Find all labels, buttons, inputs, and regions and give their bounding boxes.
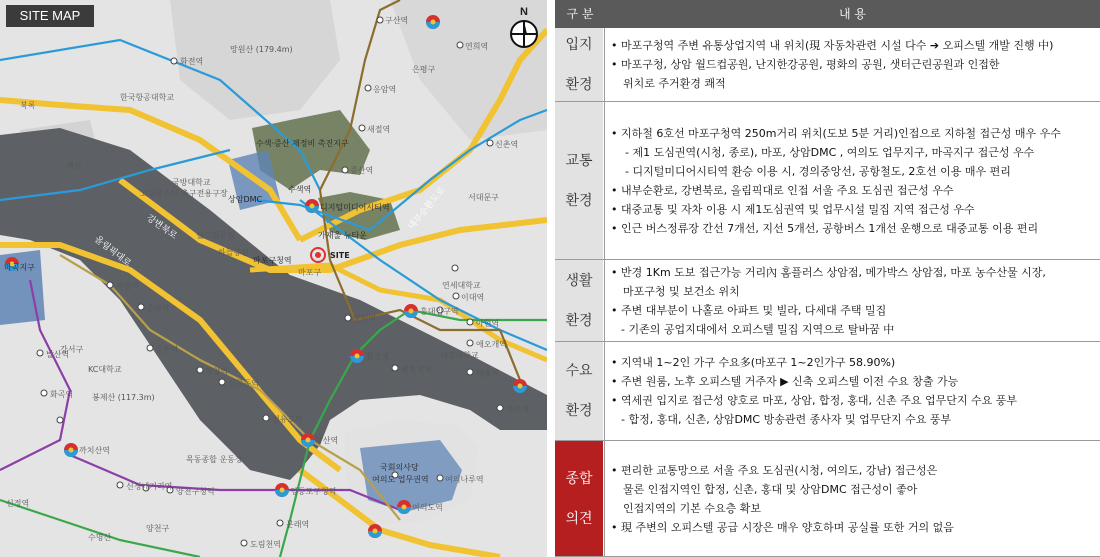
compass-icon [508, 18, 540, 50]
station-label: 신목동역 [228, 379, 259, 388]
content-line: • 역세권 입지로 접근성 양호로 마포, 상암, 합정, 홍대, 신촌 주요 업무단지 수요 풍부 [611, 394, 1017, 407]
zone-label-yeouido: 여의도 업무권역 [372, 475, 429, 484]
row-content [605, 260, 1100, 341]
content-line: • 주변 대부분이 나홀로 아파트 및 빌라, 다세대 주택 밀집 [611, 303, 887, 317]
row-content [605, 441, 1100, 556]
content-line: - 디지털미디어시티역 환승 이용 시, 경의중앙선, 공항철도, 2호선 이용 매우 편리 [625, 164, 1011, 178]
table-row [555, 441, 1100, 557]
station-label: 문래역 [286, 520, 310, 529]
station-label: 증산역 [350, 166, 374, 175]
station-label: 디지털미디어시티역 [320, 203, 390, 212]
site-map [0, 0, 547, 557]
place-label: 강서구 [60, 345, 84, 354]
zone-label-susaek: 수색·증산 재정비 촉진지구 [256, 139, 349, 148]
svg-text:내부순환도로: 내부순환도로 [406, 185, 448, 232]
content-line: - 제1 도심권역(시청, 종로), 마포, 상암DMC , 여의도 업무지구, 마곡지구 접근성 우수 [625, 145, 1035, 159]
station-label: 여의나루역 [445, 475, 484, 484]
category-text: 환경 [565, 403, 593, 419]
station-label: 연희역 [465, 42, 489, 51]
category-text: 환경 [565, 312, 593, 329]
content-line: 위치로 주거환경 쾌적 [623, 77, 726, 90]
row-content [605, 342, 1100, 440]
place-label: 연세대학교 [442, 281, 481, 290]
content-line: • 주변 원룸, 노후 오피스텔 거주자 ▶ 신축 오피스텔 이전 수요 창출 가능 [611, 375, 959, 388]
content-line: • 편리한 교통망으로 서울 주요 도심권(시청, 여의도, 강남) 접근성은 [611, 463, 938, 477]
station-label: 화곡역 [50, 390, 74, 399]
table-row [555, 102, 1100, 260]
zone-label-gajaeul: 가재울 뉴타운 [318, 231, 367, 240]
content-line: - 합정, 홍대, 신촌, 상암DMC 방송관련 종사자 및 업무단지 수요 풍부 [621, 413, 952, 426]
compass [508, 6, 540, 50]
site-marker [311, 248, 325, 262]
station-label: 수색역 [288, 185, 312, 194]
content-line: • 대중교통 및 자차 이용 시 제1도심권역 및 업무시설 밀집 지역 접근성 우수 [611, 202, 975, 216]
content-line: • 마포구청역 주변 유통상업지역 내 위치(現 자동차관련 시설 다수 ➔ 오피스텔 개발 진행 中) [611, 39, 1054, 52]
content-line: - 기존의 공업지대에서 오피스텔 밀집 지역으로 탈바꿈 中 [621, 322, 895, 336]
station-label: 망원역 [353, 314, 377, 323]
place-label: 마포구 [298, 268, 322, 277]
table-row [555, 28, 1100, 102]
category-text: 의견 [565, 510, 593, 527]
place-label: 서강대학교 [440, 351, 479, 360]
place-label: 양천구 [146, 524, 170, 533]
station-label: 도림천역 [250, 540, 281, 549]
station-label: 대흥역 [476, 369, 500, 378]
station-label: 아현역 [476, 319, 500, 328]
content-line: • 지하철 6호선 마포구청역 250m거리 위치(도보 5분 거리)인접으로 지하철 접근성 매우 우수 [611, 126, 1061, 140]
content-line: 물론 인접지역인 합정, 신촌, 홍대 및 상암DMC 접근성이 좋아 [623, 482, 918, 496]
table-header [555, 0, 1100, 28]
place-label: 봉제산 (117.3m) [92, 393, 155, 402]
table-row [555, 342, 1100, 441]
station-label: 구산역 [385, 16, 409, 25]
place-label: 은평구 [412, 65, 436, 74]
analysis-table [555, 0, 1100, 557]
row-content [605, 28, 1100, 101]
place-label: 재성 [66, 161, 82, 170]
station-label: 까치산역 [79, 446, 110, 455]
station-label: 영등포구청역 [290, 487, 337, 496]
place-label: 하늘공원 [218, 248, 249, 257]
station-label: 마포역 [506, 405, 530, 414]
north-label: N [520, 6, 528, 18]
map-title: SITE MAP [6, 5, 94, 27]
category-text: 입지 [565, 36, 593, 53]
station-label: 신촌역 [495, 140, 519, 149]
station-label: 여의도역 [412, 503, 443, 512]
zone-label-dmc: 상암DMC [228, 195, 263, 204]
row-category [555, 260, 603, 341]
place-label: 한국항공대학교 [120, 93, 175, 102]
station-label: 신정네거리역 [126, 482, 173, 491]
station-label: 수명산 [88, 533, 112, 542]
zone-label-magok: 마곡지구 [4, 263, 35, 272]
header-category: 구 분 [566, 7, 594, 21]
content-line: • 지역내 1~2인 가구 수요多(마포구 1~2인가구 58.90%) [611, 356, 896, 369]
row-category [555, 28, 603, 101]
station-label: 신정역 [6, 499, 30, 508]
category-text: 생활 [565, 272, 593, 289]
content-line: 마포구청 및 보건소 위치 [623, 284, 740, 298]
row-category [555, 441, 603, 556]
category-text: 환경 [565, 192, 593, 209]
row-category [555, 102, 603, 259]
place-label: KC대학교 [88, 365, 122, 374]
table-row [555, 260, 1100, 342]
category-text: 환경 [565, 76, 593, 93]
place-label: 고양유소년 축구전용구장 [140, 189, 228, 198]
row-category [555, 342, 603, 440]
station-label: 양천구청역 [176, 487, 215, 496]
station-label: 마포구청역 [253, 256, 292, 265]
content-line: • 반경 1Km 도보 접근가능 거리內 홈플러스 상암점, 메가박스 상암점, 마포 농수산물 시장, [611, 265, 1046, 279]
content-line: • 인근 버스정류장 간선 7개선, 지선 5개선, 공항버스 1개선 운행으로 대중교통 이용 편리 [611, 221, 1039, 235]
station-label: 애오개역 [476, 340, 507, 349]
place-label: 서대문구 [468, 193, 499, 202]
svg-text:강변북로: 강변북로 [144, 213, 179, 242]
map-graphic [0, 0, 547, 557]
station-label: 광흥창역 [401, 365, 432, 374]
row-content [605, 102, 1100, 259]
place-label: 월드컵공원 [196, 231, 235, 240]
place-label: 국방대학교 [172, 178, 211, 187]
station-label: 발산역 [46, 350, 70, 359]
station-label: 증미역 [146, 304, 170, 313]
content-line: • 現 주변의 오피스텔 공급 시장은 매우 양호하며 공실률 또한 거의 없음 [611, 520, 954, 534]
place-label: 망원산 (179.4m) [230, 45, 293, 54]
station-label: 홍대입구역 [420, 307, 459, 316]
station-label: 선유도역 [272, 415, 303, 424]
content-line: 인접지역의 기본 수요층 확보 [623, 501, 762, 515]
station-label: 당산역 [315, 436, 339, 445]
content-line: • 마포구청, 상암 월드컵공원, 난지한강공원, 평화의 공원, 샛터근린공원과 인접한 [611, 58, 1000, 71]
place-label: 목동종합 운동장 [186, 455, 243, 464]
station-label: 등촌역 [155, 345, 179, 354]
place-label: 국회의사당 [380, 463, 419, 472]
place-label: 북록 [20, 101, 36, 110]
category-text: 수요 [565, 363, 593, 379]
station-label: 새절역 [367, 125, 391, 134]
site-label: SITE [330, 251, 350, 260]
category-text: 교통 [565, 152, 593, 169]
station-label: 합정역 [366, 352, 390, 361]
category-text: 종합 [565, 470, 593, 487]
header-content: 내 용 [839, 7, 866, 21]
station-label: 응암역 [373, 85, 397, 94]
content-line: • 내부순환로, 강변북로, 올림픽대로 인접 서울 주요 도심권 접근성 우수 [611, 183, 954, 197]
station-label: 이대역 [461, 293, 485, 302]
station-label: 염창역 [205, 367, 229, 376]
station-label: 화전역 [180, 57, 204, 66]
station-label: 가양역 [116, 282, 140, 291]
svg-text:올림픽대로: 올림픽대로 [92, 234, 133, 270]
